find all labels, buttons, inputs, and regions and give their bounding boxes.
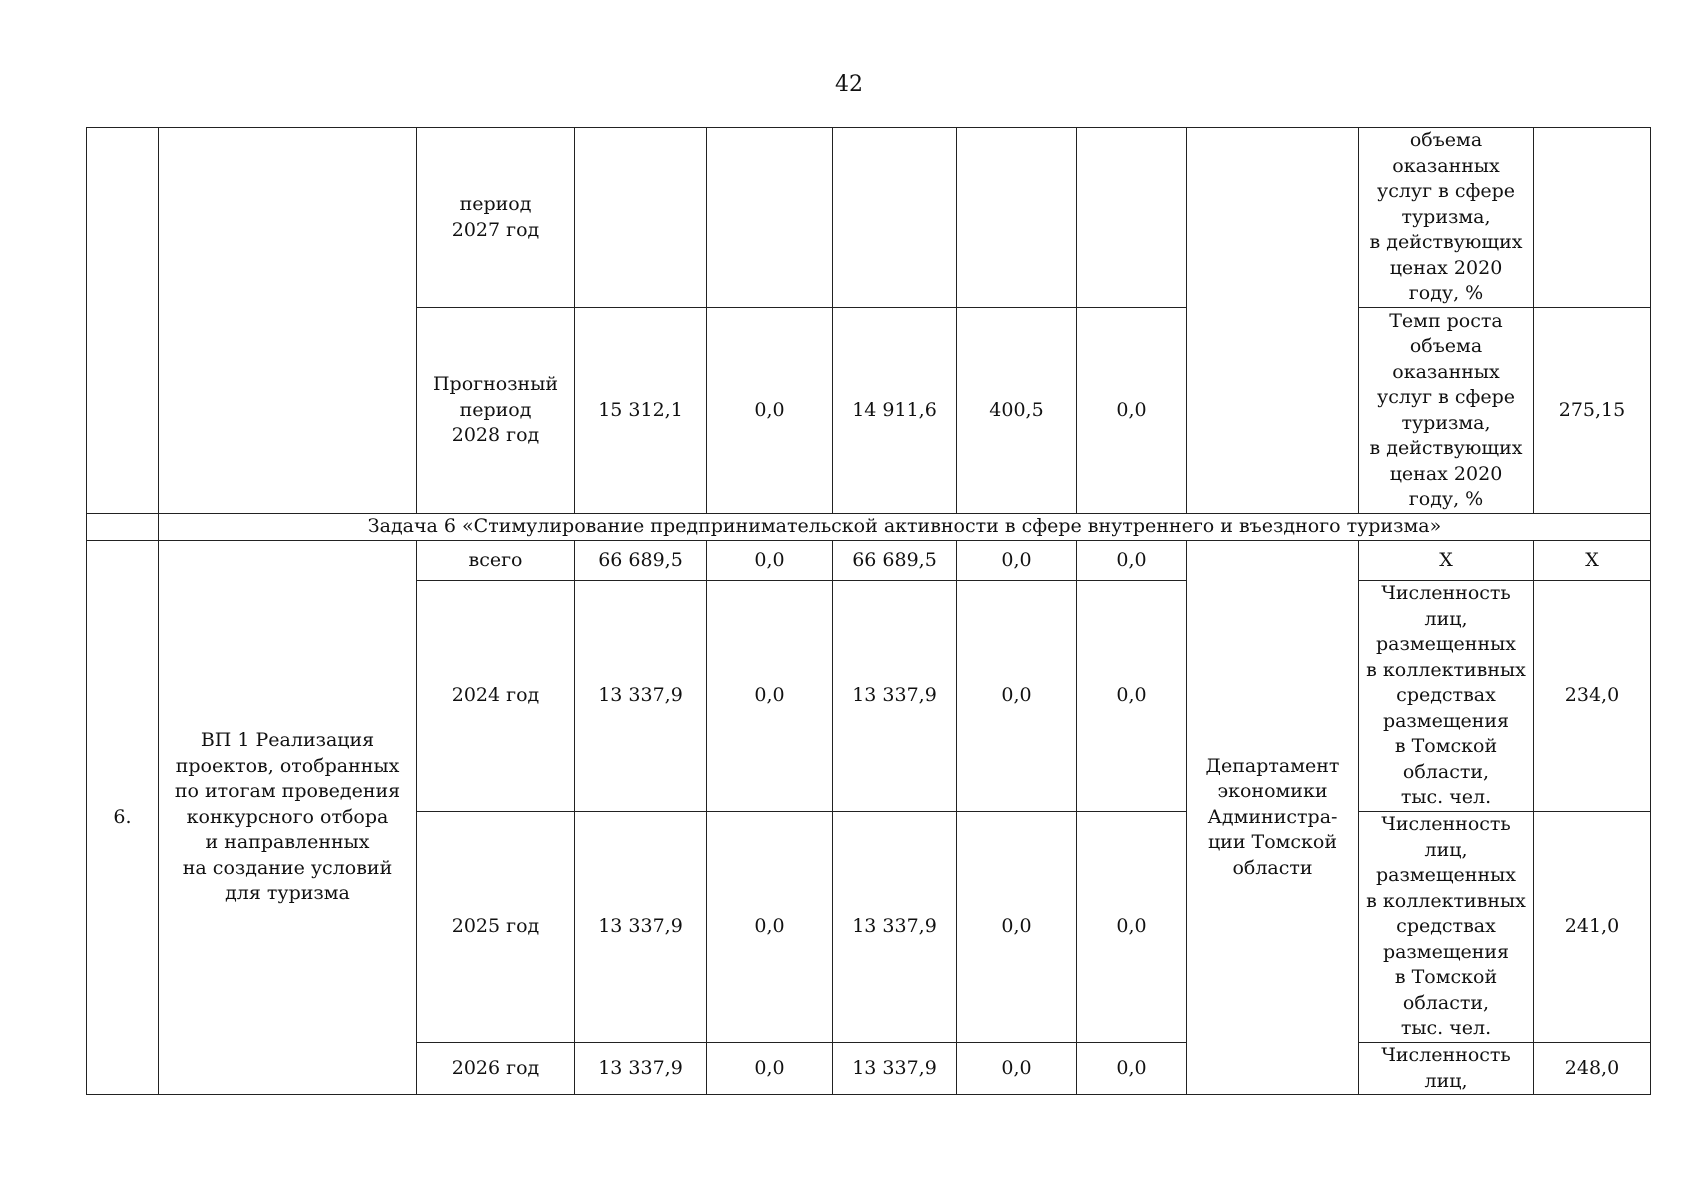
value-cell: 0,0 (707, 541, 833, 581)
value-cell: 0,0 (707, 1043, 833, 1095)
table-row (87, 128, 1651, 308)
value-cell (833, 128, 957, 308)
value-cell (1077, 128, 1187, 308)
value-cell: 13 337,9 (575, 581, 707, 812)
value-cell: 15 312,1 (575, 308, 707, 514)
value-cell: 0,0 (707, 812, 833, 1043)
indicator-cell: Численность лиц, размещенных в коллективных средствах размещения в Томской области, тыс. чел. (1359, 581, 1534, 812)
indicator-cell: Численность лиц, (1359, 1043, 1534, 1095)
value-cell: 0,0 (1077, 812, 1187, 1043)
indicator-value-cell: 275,15 (1534, 308, 1651, 514)
value-cell: 13 337,9 (833, 581, 957, 812)
period-cell: 2025 год (417, 812, 575, 1043)
indicator-cell: объема оказанных услуг в сфере туризма, в действующих ценах 2020 году, % (1359, 128, 1534, 308)
indicator-cell: Х (1359, 541, 1534, 581)
value-cell: 0,0 (1077, 541, 1187, 581)
value-cell: 0,0 (957, 1043, 1077, 1095)
name-cell-empty (159, 128, 417, 514)
value-cell: 13 337,9 (833, 812, 957, 1043)
item-number: 6. (87, 541, 159, 1095)
task-number-cell (87, 514, 159, 541)
responsible-cell: Департамент экономики Администра- ции Томской области (1187, 541, 1359, 1095)
item-name: ВП 1 Реализация проектов, отобранных по итогам проведения конкурсного отбора и направленных на создание условий для туризма (159, 541, 417, 1095)
indicator-cell: Численность лиц, размещенных в коллективных средствах размещения в Томской области, тыс. чел. (1359, 812, 1534, 1043)
value-cell: 0,0 (707, 308, 833, 514)
indicator-value-cell: 248,0 (1534, 1043, 1651, 1095)
budget-table (86, 127, 1651, 1095)
table-row (87, 541, 1651, 581)
task-row (87, 514, 1651, 541)
value-cell: 66 689,5 (575, 541, 707, 581)
value-cell: 66 689,5 (833, 541, 957, 581)
value-cell (575, 128, 707, 308)
value-cell: 0,0 (1077, 1043, 1187, 1095)
responsible-cell-empty (1187, 128, 1359, 514)
value-cell: 0,0 (957, 812, 1077, 1043)
value-cell: 0,0 (957, 541, 1077, 581)
value-cell: 14 911,6 (833, 308, 957, 514)
value-cell (707, 128, 833, 308)
value-cell: 13 337,9 (575, 1043, 707, 1095)
task-title: Задача 6 «Стимулирование предпринимательской активности в сфере внутреннего и въездного туризма» (159, 514, 1651, 541)
page-number: 42 (835, 72, 863, 97)
period-cell: 2026 год (417, 1043, 575, 1095)
period-cell: всего (417, 541, 575, 581)
indicator-value-cell (1534, 128, 1651, 308)
value-cell: 13 337,9 (575, 812, 707, 1043)
indicator-cell: Темп роста объема оказанных услуг в сфере туризма, в действующих ценах 2020 году, % (1359, 308, 1534, 514)
value-cell: 400,5 (957, 308, 1077, 514)
indicator-value-cell: 234,0 (1534, 581, 1651, 812)
number-cell-empty (87, 128, 159, 514)
period-cell: период 2027 год (417, 128, 575, 308)
value-cell: 0,0 (957, 581, 1077, 812)
value-cell: 0,0 (707, 581, 833, 812)
value-cell: 13 337,9 (833, 1043, 957, 1095)
period-cell: 2024 год (417, 581, 575, 812)
value-cell: 0,0 (1077, 581, 1187, 812)
value-cell (957, 128, 1077, 308)
indicator-value-cell: 241,0 (1534, 812, 1651, 1043)
value-cell: 0,0 (1077, 308, 1187, 514)
indicator-value-cell: Х (1534, 541, 1651, 581)
period-cell: Прогнозный период 2028 год (417, 308, 575, 514)
